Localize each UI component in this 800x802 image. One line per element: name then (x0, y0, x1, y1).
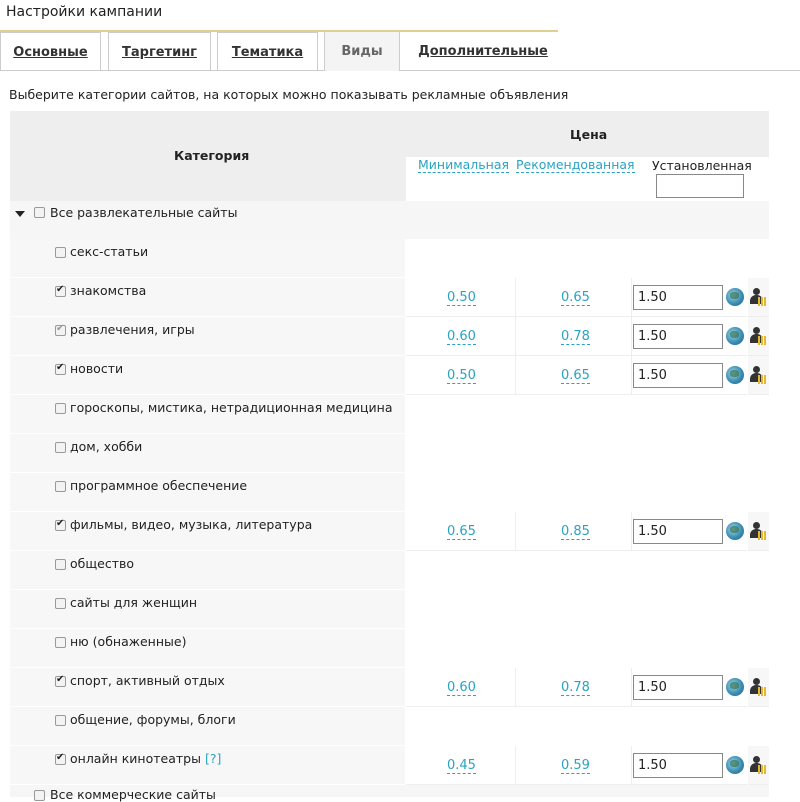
user-stats-icon[interactable] (747, 677, 767, 697)
category-label: ню (обнаженные) (70, 634, 187, 649)
category-label: сайты для женщин (70, 595, 198, 610)
globe-icon[interactable] (726, 678, 744, 696)
category-checkbox[interactable] (55, 286, 66, 297)
category-label: онлайн кинотеатры [?] (70, 751, 222, 766)
category-rows (10, 239, 769, 785)
recommended-price-value[interactable]: 0.65 (561, 290, 590, 305)
table-row (10, 317, 769, 356)
recommended-price-value[interactable]: 0.78 (561, 680, 590, 695)
category-checkbox[interactable] (55, 442, 66, 453)
tab-bar-baseline (0, 70, 800, 71)
user-stats-icon[interactable] (747, 287, 767, 307)
recommended-price-value[interactable]: 0.65 (561, 368, 590, 383)
set-price-input[interactable] (633, 324, 723, 349)
globe-icon[interactable] (726, 522, 744, 540)
category-label: гороскопы, мистика, нетрадиционная медицина (70, 400, 393, 415)
recommended-price-value[interactable]: 0.78 (561, 329, 590, 344)
category-label: развлечения, игры (70, 322, 195, 337)
min-price-value[interactable]: 0.50 (447, 290, 476, 305)
group-checkbox[interactable] (34, 790, 45, 801)
table-row (10, 278, 769, 317)
table-row (10, 434, 769, 473)
column-category-header: Категория (174, 148, 250, 163)
group-entertainment-sites (10, 201, 769, 239)
table-row (10, 512, 769, 551)
category-label: секс-статьи (70, 244, 149, 259)
group-checkbox[interactable] (34, 207, 45, 218)
category-label: общение, форумы, блоги (70, 712, 236, 727)
table-row (10, 707, 769, 746)
table-row (10, 239, 769, 278)
table-row (10, 590, 769, 629)
set-price-input[interactable] (633, 363, 723, 388)
category-checkbox[interactable] (55, 247, 66, 258)
category-checkbox[interactable] (55, 325, 66, 336)
group-label: Все развлекательные сайты (50, 205, 238, 220)
user-stats-icon[interactable] (747, 521, 767, 541)
recommended-price-value[interactable]: 0.85 (561, 524, 590, 539)
min-price-value[interactable]: 0.45 (447, 758, 476, 773)
min-price-value[interactable]: 0.60 (447, 680, 476, 695)
column-set-price-header: Установленная (652, 158, 752, 173)
table-row (10, 395, 769, 434)
category-label: знакомства (70, 283, 147, 298)
group-label: Все коммерческие сайты (50, 787, 216, 802)
globe-icon[interactable] (726, 756, 744, 774)
category-label: фильмы, видео, музыка, литература (70, 517, 313, 532)
column-price-header: Цена (570, 127, 608, 142)
table-row (10, 629, 769, 668)
category-label: спорт, активный отдых (70, 673, 225, 688)
tab-basic[interactable]: Основные (0, 32, 101, 70)
category-checkbox[interactable] (55, 754, 66, 765)
table-row (10, 473, 769, 512)
set-price-input[interactable] (633, 285, 723, 310)
category-checkbox[interactable] (55, 598, 66, 609)
recommended-price-value[interactable]: 0.59 (561, 758, 590, 773)
tab-topics[interactable]: Тематика (217, 32, 318, 70)
category-checkbox[interactable] (55, 676, 66, 687)
category-label: дом, хобби (70, 439, 143, 454)
category-checkbox[interactable] (55, 520, 66, 531)
min-price-value[interactable]: 0.65 (447, 524, 476, 539)
table-row (10, 668, 769, 707)
column-recommended-price-header[interactable]: Рекомендованная (516, 157, 635, 172)
user-stats-icon[interactable] (747, 755, 767, 775)
group-commercial-sites (10, 785, 769, 802)
page-title: Настройки кампании (6, 4, 163, 20)
user-stats-icon[interactable] (747, 326, 767, 346)
min-price-value[interactable]: 0.50 (447, 368, 476, 383)
set-price-input[interactable] (633, 675, 723, 700)
tab-additional[interactable]: Дополнительные (408, 32, 558, 70)
tab-bar (0, 30, 800, 71)
help-link[interactable]: [?] (204, 751, 222, 766)
tab-targeting[interactable]: Таргетинг (108, 32, 211, 70)
section-description: Выберите категории сайтов, на которых можно показывать рекламные объявления (9, 87, 569, 102)
category-checkbox[interactable] (55, 637, 66, 648)
user-stats-icon[interactable] (747, 365, 767, 385)
min-price-value[interactable]: 0.60 (447, 329, 476, 344)
category-checkbox[interactable] (55, 364, 66, 375)
category-checkbox[interactable] (55, 559, 66, 570)
category-checkbox[interactable] (55, 403, 66, 414)
tab-types[interactable]: Виды (324, 31, 400, 71)
category-checkbox[interactable] (55, 715, 66, 726)
table-row (10, 356, 769, 395)
category-label: программное обеспечение (70, 478, 248, 493)
table-header (10, 111, 769, 201)
set-price-input[interactable] (633, 753, 723, 778)
collapse-toggle-icon[interactable] (15, 211, 25, 217)
category-label: общество (70, 556, 134, 571)
set-all-price-input[interactable] (656, 174, 744, 198)
globe-icon[interactable] (726, 366, 744, 384)
globe-icon[interactable] (726, 327, 744, 345)
category-label: новости (70, 361, 124, 376)
column-min-price-header[interactable]: Минимальная (418, 157, 510, 172)
globe-icon[interactable] (726, 288, 744, 306)
table-row (10, 746, 769, 785)
table-row (10, 551, 769, 590)
category-checkbox[interactable] (55, 481, 66, 492)
set-price-input[interactable] (633, 519, 723, 544)
